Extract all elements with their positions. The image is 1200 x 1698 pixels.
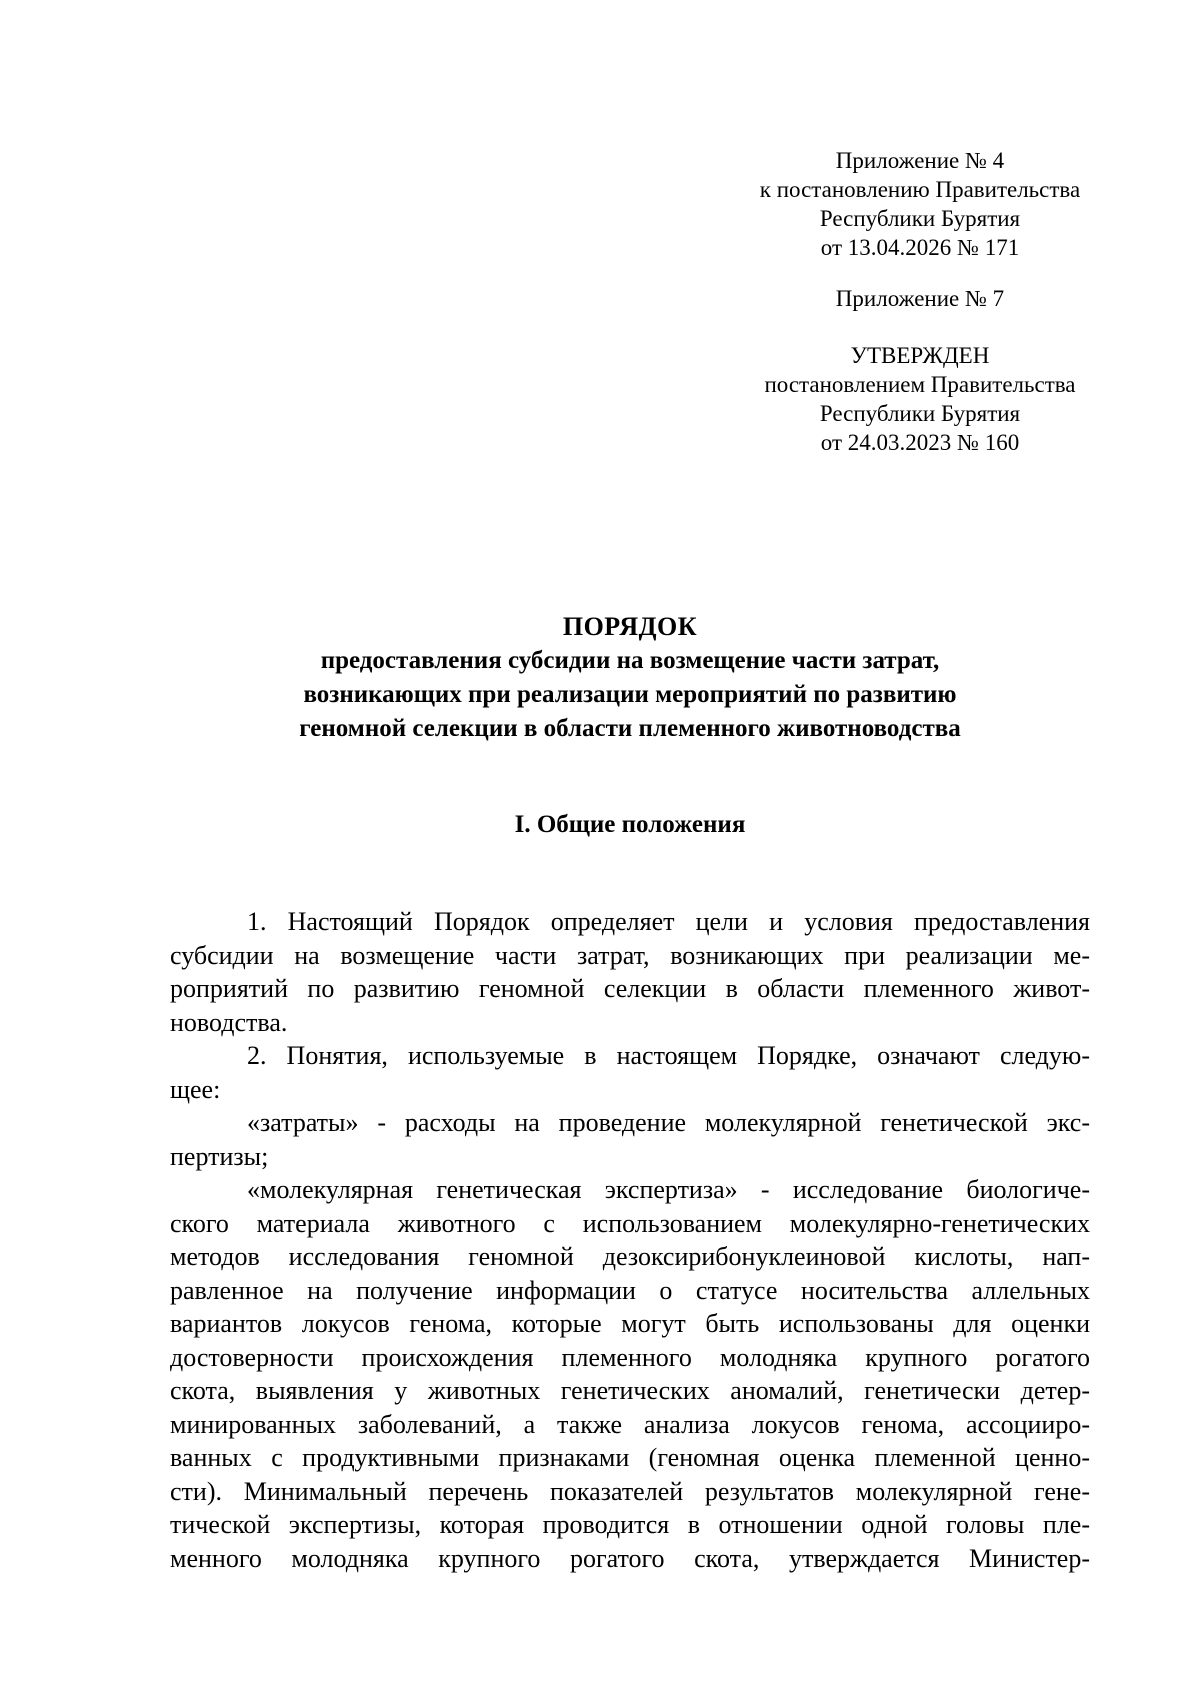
body-line: 2. Понятия, используемые в настоящем Порядке, означают следую- — [247, 1041, 1090, 1070]
body-line: скота, выявления у животных генетических аномалий, генетически детер- — [170, 1376, 1090, 1405]
body-line: новодства. — [170, 1007, 288, 1037]
body-line: субсидии на возмещение части затрат, возникающих при реализации ме- — [170, 940, 1090, 970]
body-line: тической экспертизы, которая проводится в отношении одной головы пле- — [170, 1510, 1090, 1539]
body-line: 1. Настоящий Порядок определяет цели и условия предоставления — [247, 907, 1090, 936]
body-line: «молекулярная генетическая экспертиза» - исследование биологиче- — [247, 1175, 1090, 1204]
section-heading: I. Общие положения — [514, 811, 746, 838]
stamp-line: Приложение № 4 — [835, 148, 1005, 173]
body-line: вариантов локусов генома, которые могут быть использованы для оценки — [170, 1309, 1090, 1338]
body-line: равленное на получение информации о статусе носительства аллельных — [170, 1275, 1090, 1305]
body-line: достоверности происхождения племенного молодняка крупного рогатого — [170, 1342, 1090, 1372]
appendix-7-stamp — [740, 284, 1100, 313]
body-line: методов исследования геномной дезоксирибонуклеиновой кислоты, нап- — [170, 1242, 1090, 1271]
stamp-line: Республики Бурятия — [819, 206, 1021, 231]
stamp-line: от 24.03.2023 № 160 — [820, 430, 1020, 455]
stamp-line: от 13.04.2026 № 171 — [820, 235, 1020, 260]
stamp-line: Приложение № 7 — [835, 286, 1005, 311]
document-title-line: возникающих при реализации мероприятий по развитию — [303, 681, 957, 708]
appendix-4-stamp — [740, 146, 1100, 262]
approved-stamp — [740, 341, 1100, 457]
document-title — [170, 610, 1090, 746]
body-line: щее: — [170, 1074, 221, 1104]
stamp-line: Республики Бурятия — [819, 401, 1021, 426]
body-line: роприятий по развитию геномной селекции в области племенного живот- — [170, 974, 1090, 1003]
document-title-line: геномной селекции в области племенного животноводства — [299, 715, 961, 742]
body-line: сти). Минимальный перечень показателей результатов молекулярной гене- — [170, 1476, 1090, 1506]
document-body — [170, 905, 1090, 1575]
body-line: пертизы; — [170, 1141, 269, 1171]
body-line: ского материала животного с использованием молекулярно-генетических — [170, 1208, 1090, 1238]
body-line: минированных заболеваний, а также анализа локусов генома, ассоцииро- — [170, 1409, 1090, 1439]
body-line: менного молодняка крупного рогатого скота, утверждается Министер- — [170, 1543, 1090, 1573]
stamp-line: к постановлению Правительства — [759, 177, 1081, 202]
stamp-line: УТВЕРЖДЕН — [850, 343, 990, 368]
stamp-line: постановлением Правительства — [764, 372, 1076, 397]
body-line: ванных с продуктивными признаками (геномная оценка племенной ценно- — [170, 1443, 1090, 1472]
document-title-main: ПОРЯДОК — [562, 612, 698, 641]
document-title-line: предоставления субсидии на возмещение части затрат, — [320, 647, 940, 674]
body-line: «затраты» - расходы на проведение молекулярной генетической экс- — [247, 1108, 1090, 1137]
